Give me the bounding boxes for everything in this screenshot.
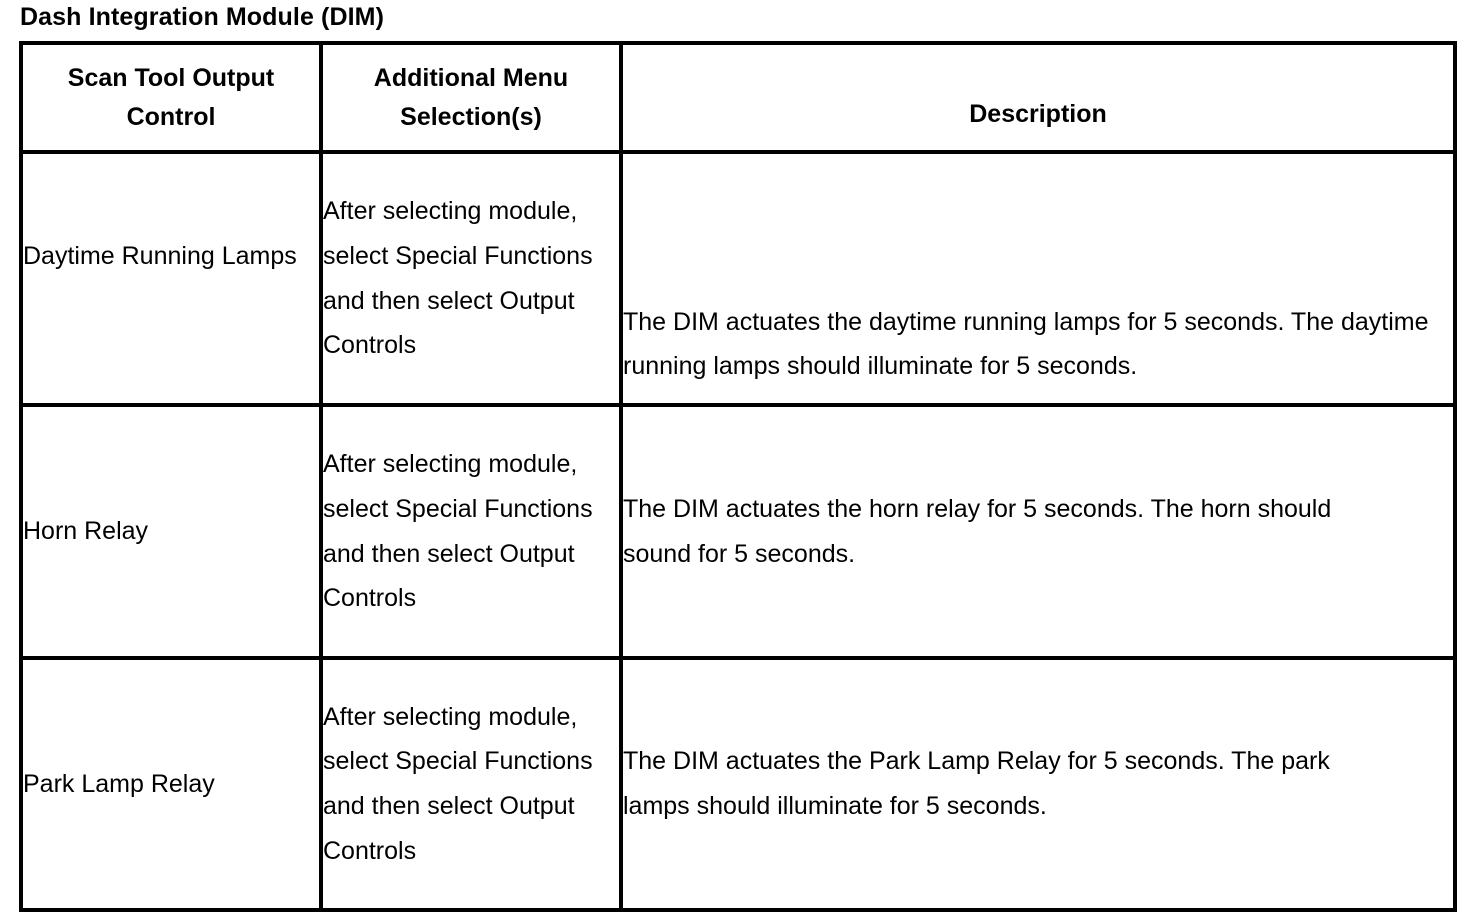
cell-output-control xyxy=(21,405,321,658)
cell-description-text: The DIM actuates the daytime running lamps for 5 seconds. The daytime running lamps should illuminate for 5 seconds. xyxy=(623,307,1429,381)
table-header-row xyxy=(21,43,1455,152)
cell-description-text: The DIM actuates the horn relay for 5 seconds. The horn should sound for 5 seconds. xyxy=(623,494,1332,568)
table-row xyxy=(21,152,1455,405)
cell-description xyxy=(621,405,1455,658)
cell-output-control xyxy=(21,152,321,405)
cell-menu-selection-text: After selecting module, select Special Functions and then select Output Controls xyxy=(323,197,593,360)
column-header-description: Description xyxy=(621,43,1455,152)
page-title: Dash Integration Module (DIM) xyxy=(20,3,384,31)
cell-menu-selection xyxy=(321,658,621,910)
output-control-table xyxy=(19,41,1457,912)
table-row xyxy=(21,658,1455,910)
cell-output-control-text: Park Lamp Relay xyxy=(23,769,215,798)
cell-menu-selection xyxy=(321,405,621,658)
cell-output-control-text: Daytime Running Lamps xyxy=(23,241,297,270)
cell-menu-selection-text: After selecting module, select Special Functions and then select Output Controls xyxy=(323,702,593,865)
cell-description xyxy=(621,658,1455,910)
column-header-control: Scan Tool Output Control xyxy=(21,43,321,152)
cell-description xyxy=(621,152,1455,405)
cell-description-text: The DIM actuates the Park Lamp Relay for 5 seconds. The park lamps should illuminate for 5 seconds. xyxy=(623,747,1330,820)
cell-menu-selection xyxy=(321,152,621,405)
cell-output-control-text: Horn Relay xyxy=(23,517,149,546)
cell-output-control xyxy=(21,658,321,910)
column-header-menu: Additional Menu Selection(s) xyxy=(321,43,621,152)
cell-menu-selection-text: After selecting module, select Special Functions and then select Output Controls xyxy=(323,450,593,613)
table-row xyxy=(21,405,1455,658)
